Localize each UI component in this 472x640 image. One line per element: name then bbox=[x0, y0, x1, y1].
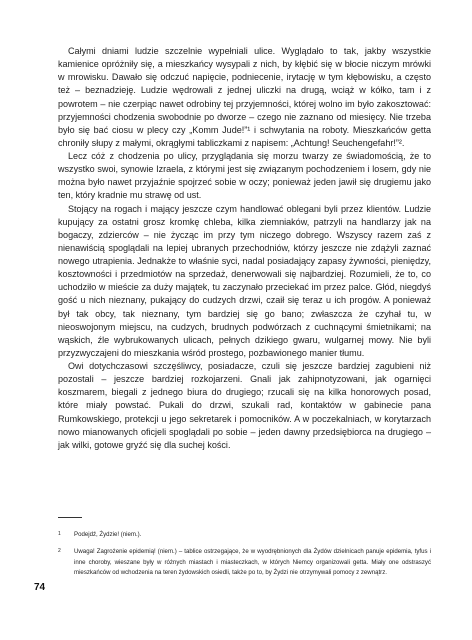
footnote bbox=[58, 530, 431, 540]
footnote-separator bbox=[58, 517, 82, 518]
footnote-text: Podejdź, Żydzie! (niem.). bbox=[74, 531, 142, 538]
page-number: 74 bbox=[34, 582, 46, 593]
footnotes bbox=[58, 530, 431, 586]
paragraph: Stojący na rogach i mający jeszcze czym handlować oblegani byli przez klientów. Ludzie kupujący za ostatni grosz kromkę chleba, kilka ziemniaków, patrzyli na handlarzy jak na bogaczy, zdzierców – nie życząc im przy tym niczego dobrego. Wszyscy razem zaś z nienawiścią spoglądali na lepiej ubranych przechodniów, którzy jeszcze nie zdążyli zaznać nowego utrapienia. Jednakże to właśnie syci, nadal posiadający zapasy żywności, pieniędzy, kosztowności i przedmiotów na sprzedaż, denerwowali się najbardziej. Rozumieli, że to, co uchodziło w mieście za duży majątek, tu zaczynało przeciekać im przez palce. Głód, niegdyś gość u nich nieznany, pukający do cudzych drzwi, czaił się teraz u ich progów. A ponieważ był tak obcy, tak nieznany, tym bardziej się go bano; zwłaszcza że czyhał tu, w nieoswojonym miejscu, na cudzych, brudnych podwórzach z cuchnącymi śmietnikami; na wąskich, źle wybrukowanych ulicach, pełnych dzikiego gwaru, wulgarnej mowy. Nie byli przyzwyczajeni do mieszkania wśród prostego, pozbawionego manier tłumu. bbox=[58, 203, 431, 358]
paragraph: Owi dotychczasowi szczęśliwcy, posiadacze, czuli się jeszcze bardziej zagubieni niż pozostali – jeszcze bardziej rozkojarzeni. Gnali jak zahipnotyzowani, jak ogarnięci koszmarem, biegali z jednego biura do drugiego; rzucali się na kilka honorowych posad, które miały powstać. Pukali do drzwi, szukali rad, kontaktów w gabinecie pana Rumkowskiego, protekcji u jego sekretarek i pomocników. A w poczekalniach, w korytarzach nowo mianowanych oficjeli spoglądali po sobie – jeden dawny przedsiębiorca na drugiego – jak wilki, gotowe gryźć się dla suchej kości. bbox=[58, 361, 431, 450]
body-text bbox=[58, 45, 431, 452]
footnote-number: 2 bbox=[58, 548, 61, 555]
paragraph: Całymi dniami ludzie szczelnie wypełniali ulice. Wyglądało to tak, jakby wszystkie kamienice opróżniły się, a mieszkańcy wysypali z nich, by kłębić się w błocie niczym mrówki w mrowisku. Dawało się odczuć napięcie, podniecenie, irytację w tym kłębowisku, a często też – beznadzieję. Ludzie wędrowali z jednej uliczki na drugą, wciąż w kółko, tam i z powrotem – nie czerpiąc nawet odrobiny tej przyjemności, której wolno im było zakosztować: przyjemności chodzenia swobodnie po dworze – czego nie zaznano od miesięcy. Nie trzeba było się bać ciosu w plecy czy „Komm Jude!”¹ i schwytania na roboty. Mieszkańców getta chroniły słupy z małymi, okrągłymi tabliczkami z napisem: „Achtung! Seuchengefahr!”². bbox=[58, 46, 431, 148]
paragraph: Lecz cóż z chodzenia po ulicy, przyglądania się morzu twarzy ze świadomością, że to wszystko swoi, synowie Izraela, z którymi jest się związanym pochodzeniem i losem, gdy nie można było nawet przyjaźnie spojrzeć sobie w oczy; ponieważ jeden jawił się drugiemu jako ten, który kradnie mu strawę od ust. bbox=[58, 151, 431, 201]
footnote bbox=[58, 547, 431, 578]
footnote-text: Uwaga! Zagrożenie epidemią! (niem.) – tablice ostrzegające, że w wyodrębnionych dla Żydów dzielnicach panuje epidemia, tyfus i inne choroby, wieszane były w różnych miastach i miasteczkach, w których Niemcy organizowali getta. Miały one odstraszyć mieszkańców od wchodzenia na teren żydowskich osiedli, także po to, by Żydzi nie otrzymywali pomocy z zewnątrz. bbox=[74, 548, 431, 577]
footnote-number: 1 bbox=[58, 531, 61, 537]
